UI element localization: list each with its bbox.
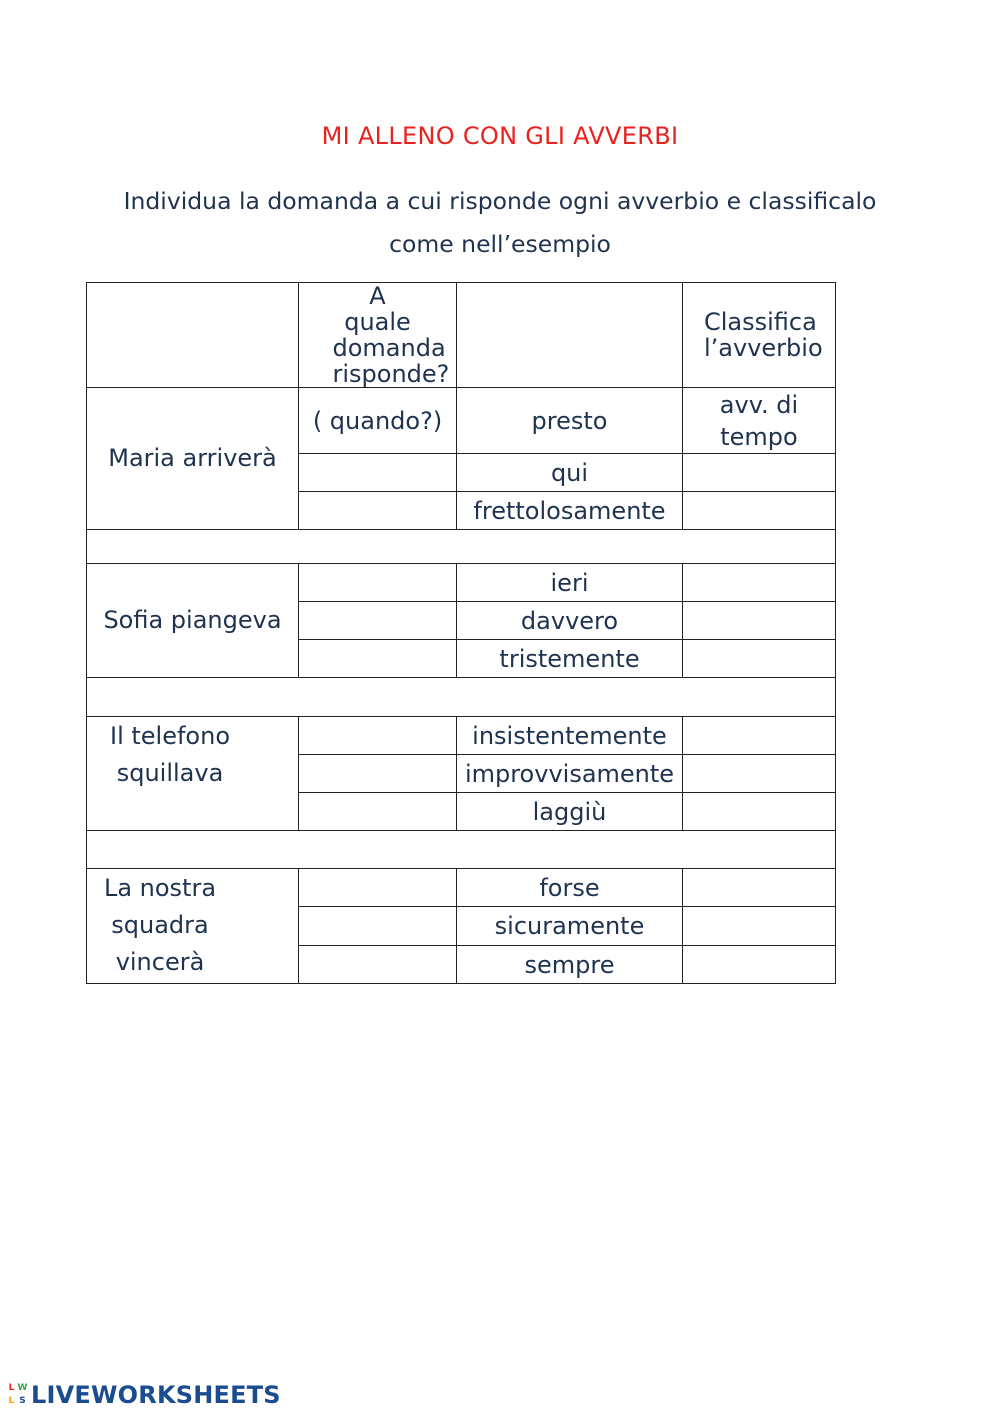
adverb-cell: laggiù xyxy=(457,793,683,831)
table-header-row xyxy=(87,283,836,388)
header-classify xyxy=(683,283,836,388)
question-answer-example[interactable]: ( quando?) xyxy=(299,388,457,454)
spacer-cell xyxy=(87,530,836,564)
classification-input[interactable] xyxy=(683,793,836,831)
adverbs-table xyxy=(86,282,836,984)
table-row xyxy=(87,564,836,602)
question-answer-input[interactable] xyxy=(299,755,457,793)
table-row xyxy=(87,388,836,454)
adverb-cell: qui xyxy=(457,454,683,492)
header-sentence xyxy=(87,283,299,388)
adverb-cell: sempre xyxy=(457,946,683,984)
question-answer-input[interactable] xyxy=(299,946,457,984)
classification-input[interactable] xyxy=(683,907,836,946)
worksheet-title: MI ALLENO CON GLI AVVERBI xyxy=(321,122,679,150)
adverb-cell: insistentemente xyxy=(457,717,683,755)
sentence-telefono xyxy=(87,717,299,831)
logo-letter: L xyxy=(8,1383,15,1393)
classification-input[interactable] xyxy=(683,717,836,755)
question-answer-input[interactable] xyxy=(299,454,457,492)
classification-input[interactable] xyxy=(683,602,836,640)
adverb-cell: forse xyxy=(457,869,683,907)
classification-input[interactable] xyxy=(683,640,836,678)
classification-input[interactable] xyxy=(683,755,836,793)
adverb-cell: presto xyxy=(457,388,683,454)
question-answer-input[interactable] xyxy=(299,640,457,678)
spacer-row xyxy=(87,530,836,564)
header-question xyxy=(299,283,457,388)
adverb-cell: tristemente xyxy=(457,640,683,678)
worksheet-instruction: Individua la domanda a cui risponde ogni avverbio e classificalo come nell’esempio xyxy=(123,187,877,258)
logo-letter: S xyxy=(19,1396,26,1406)
classification-input[interactable] xyxy=(683,564,836,602)
question-answer-input[interactable] xyxy=(299,717,457,755)
sentence-sofia: Sofia piangeva xyxy=(87,564,299,678)
classification-input[interactable] xyxy=(683,946,836,984)
adverb-cell: frettolosamente xyxy=(457,492,683,530)
spacer-cell xyxy=(87,831,836,869)
spacer-row xyxy=(87,831,836,869)
liveworksheets-logo-icon xyxy=(6,1382,28,1408)
adverb-cell: improvvisamente xyxy=(457,755,683,793)
classification-example-text: avv. di tempo xyxy=(719,390,799,451)
question-answer-input[interactable] xyxy=(299,869,457,907)
header-question-label: A quale domanda risponde? xyxy=(332,282,450,388)
question-answer-input[interactable] xyxy=(299,793,457,831)
spacer-row xyxy=(87,678,836,717)
question-answer-input[interactable] xyxy=(299,564,457,602)
liveworksheets-logo[interactable] xyxy=(6,1380,281,1410)
header-classify-label: Classifica l’avverbio xyxy=(704,308,823,362)
liveworksheets-logo-text: LIVEWORKSHEETS xyxy=(31,1381,281,1409)
logo-letter: L xyxy=(8,1396,15,1406)
classification-input[interactable] xyxy=(683,492,836,530)
logo-letter: W xyxy=(17,1383,28,1393)
classification-example[interactable] xyxy=(683,388,836,454)
sentence-squadra-text: La nostra squadra vincerà xyxy=(103,874,217,976)
spacer-cell xyxy=(87,678,836,717)
adverb-cell: davvero xyxy=(457,602,683,640)
classification-input[interactable] xyxy=(683,869,836,907)
sentence-maria: Maria arriverà xyxy=(87,388,299,530)
question-answer-input[interactable] xyxy=(299,602,457,640)
adverb-cell: sicuramente xyxy=(457,907,683,946)
adverb-cell: ieri xyxy=(457,564,683,602)
question-answer-input[interactable] xyxy=(299,492,457,530)
question-answer-input[interactable] xyxy=(299,907,457,946)
table-row xyxy=(87,717,836,755)
header-adverb xyxy=(457,283,683,388)
classification-input[interactable] xyxy=(683,454,836,492)
sentence-telefono-text: Il telefono squillava xyxy=(109,722,230,787)
sentence-squadra xyxy=(87,869,299,984)
table-row xyxy=(87,869,836,907)
